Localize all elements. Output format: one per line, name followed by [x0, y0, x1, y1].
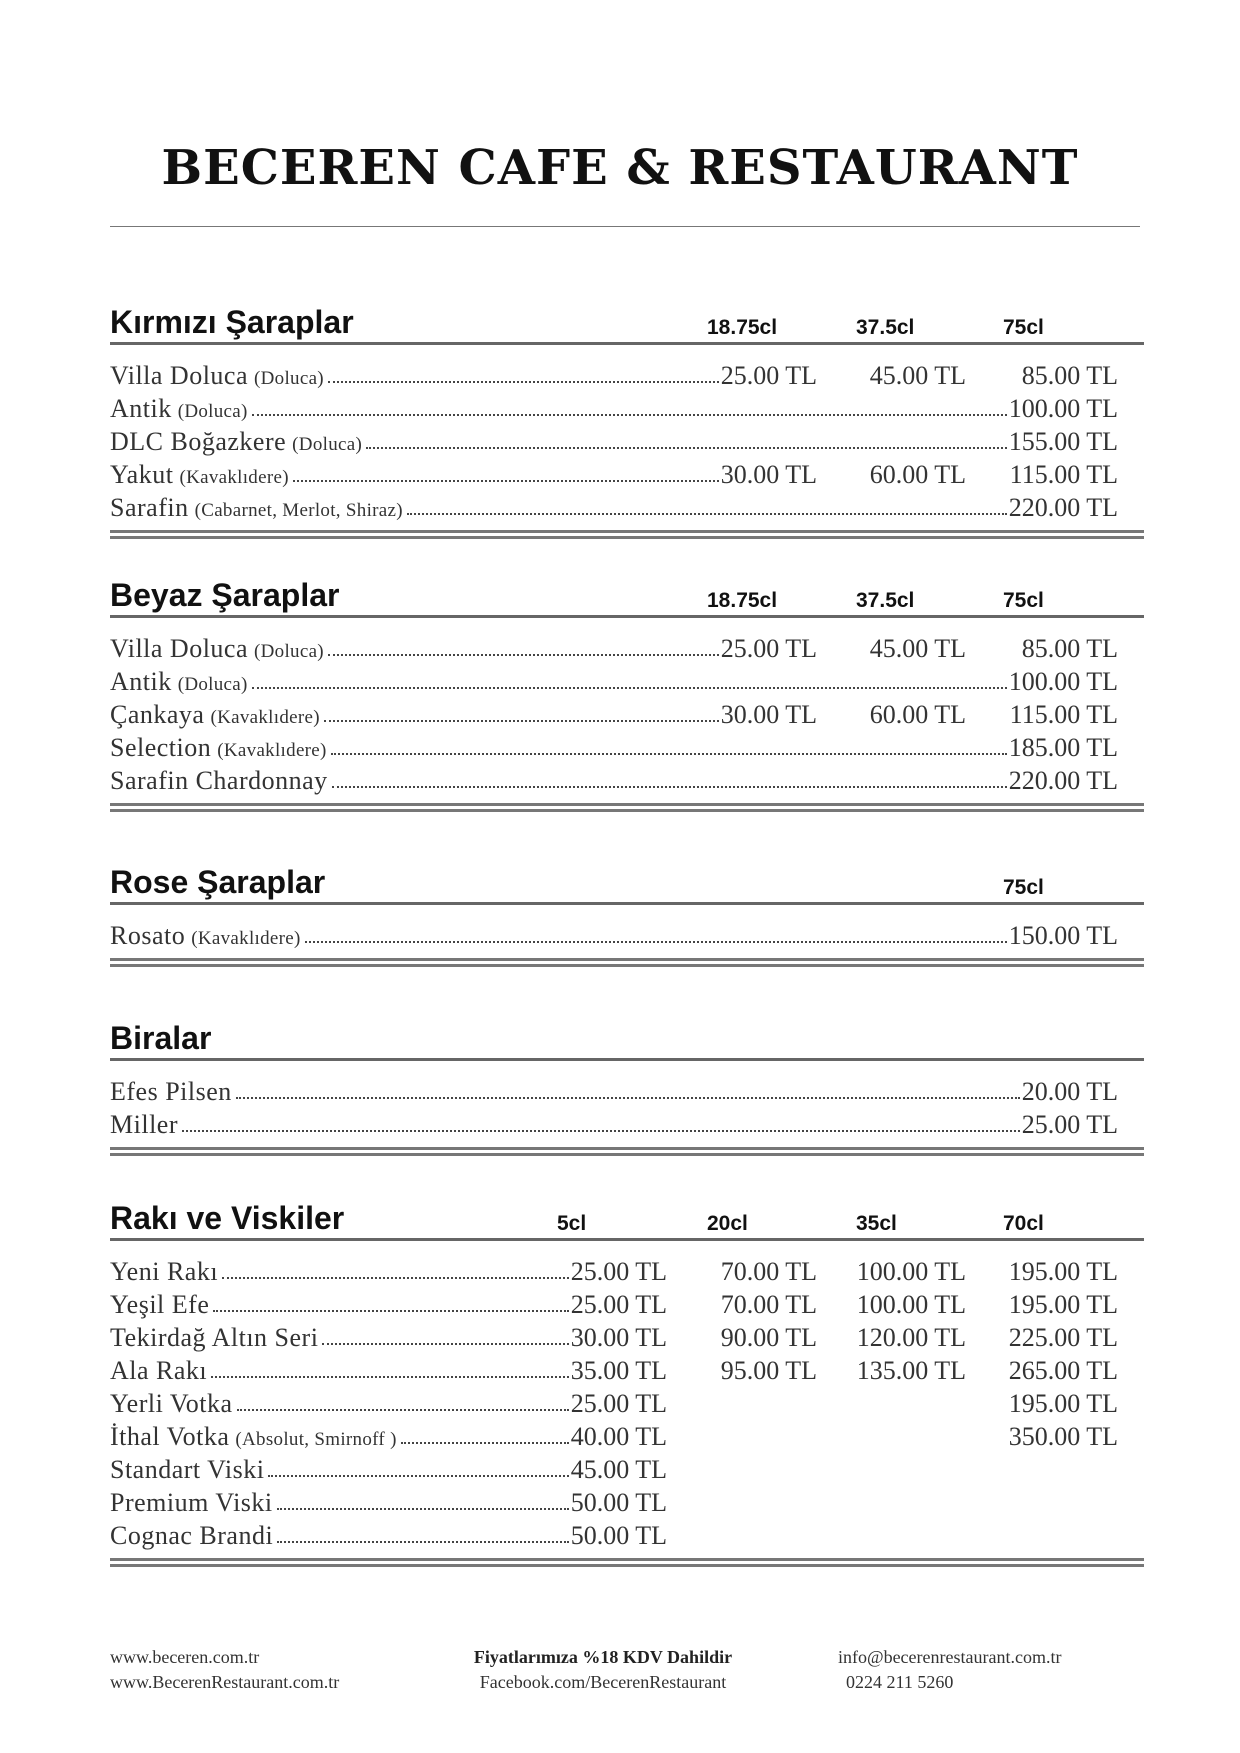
item-price: 100.00 TL: [1008, 394, 1118, 423]
menu-item: [110, 1453, 1144, 1486]
item-price: 350.00 TL: [1008, 1422, 1118, 1451]
item-list: [110, 618, 1144, 797]
item-producer: (Doluca): [292, 434, 363, 455]
menu-item: [110, 919, 1144, 952]
column-header: 20cl: [707, 1212, 748, 1235]
dotted-leader: [213, 1310, 569, 1312]
item-price: 195.00 TL: [1008, 1257, 1118, 1286]
item-list: [110, 1241, 1144, 1552]
item-label: [110, 1108, 178, 1141]
item-label: [110, 1453, 264, 1486]
item-name: Selection: [110, 733, 212, 762]
item-price: 155.00 TL: [1008, 427, 1118, 456]
item-name: Efes Pilsen: [110, 1077, 232, 1106]
item-price: 100.00 TL: [856, 1290, 966, 1319]
item-price: 265.00 TL: [1008, 1356, 1118, 1385]
item-name: Yeşil Efe: [110, 1290, 210, 1319]
item-producer: (Doluca): [177, 674, 248, 695]
item-price: 90.00 TL: [720, 1323, 817, 1352]
item-price: 70.00 TL: [720, 1257, 817, 1286]
item-label: [110, 392, 248, 428]
section-rose-wines: [110, 862, 1144, 967]
item-label: [110, 1486, 273, 1519]
item-price: 135.00 TL: [856, 1356, 966, 1385]
column-header: 5cl: [557, 1212, 587, 1235]
item-producer: (Cabarnet, Merlot, Shiraz): [194, 500, 403, 521]
dotted-leader: [328, 381, 719, 383]
dotted-leader: [237, 1409, 569, 1411]
item-producer: (Kavaklıdere): [210, 707, 320, 728]
item-producer: (Doluca): [254, 641, 324, 662]
menu-item: [110, 1108, 1144, 1141]
column-header: 37.5cl: [856, 316, 915, 339]
dotted-leader: [277, 1541, 569, 1543]
dotted-leader: [277, 1508, 569, 1510]
item-label: [110, 1387, 233, 1420]
item-name: Antik: [110, 394, 172, 423]
column-header: 70cl: [1003, 1212, 1044, 1235]
item-label: [110, 731, 327, 767]
section-double-rule: [110, 530, 1144, 539]
section-header: [110, 302, 1144, 345]
footer-phone: 0224 211 5260: [846, 1672, 954, 1692]
dotted-leader: [252, 414, 1007, 416]
section-header: [110, 575, 1144, 618]
menu-item: [110, 1420, 1144, 1453]
section-red-wines: [110, 302, 1144, 539]
menu-item: [110, 359, 1144, 392]
item-label: [110, 1321, 318, 1354]
item-price: 25.00 TL: [570, 1257, 667, 1286]
item-price: 85.00 TL: [1021, 361, 1118, 390]
item-price: 40.00 TL: [570, 1422, 667, 1451]
item-list: [110, 345, 1144, 524]
item-name: Standart Viski: [110, 1455, 265, 1484]
item-price: 225.00 TL: [1008, 1323, 1118, 1352]
item-name: Ala Rakı: [110, 1356, 208, 1385]
section-header: [110, 862, 1144, 905]
menu-item: [110, 1288, 1144, 1321]
column-header: 75cl: [1003, 316, 1044, 339]
item-list: [110, 1061, 1144, 1141]
menu-item: [110, 1486, 1144, 1519]
item-price: 25.00 TL: [720, 361, 817, 390]
item-price: 115.00 TL: [1009, 460, 1118, 489]
item-price: 25.00 TL: [720, 634, 817, 663]
item-label: [110, 359, 324, 395]
section-raki-whisky: [110, 1198, 1144, 1567]
item-price: 85.00 TL: [1021, 634, 1118, 663]
item-label: [110, 1255, 218, 1288]
item-name: Rosato: [110, 921, 186, 950]
item-name: Sarafin: [110, 493, 189, 522]
item-name: İthal Votka: [110, 1422, 230, 1451]
footer-contact: [838, 1645, 1061, 1695]
item-price: 120.00 TL: [856, 1323, 966, 1352]
item-price: 150.00 TL: [1008, 921, 1118, 950]
footer-web-1[interactable]: www.beceren.com.tr: [110, 1647, 260, 1667]
item-name: Cognac Brandi: [110, 1521, 274, 1550]
menu-item: [110, 458, 1144, 491]
footer-vat-note: Fiyatlarımıza %18 KDV Dahildir: [473, 1647, 733, 1667]
item-label: [110, 1519, 273, 1552]
column-header: 75cl: [1003, 876, 1044, 899]
item-producer: (Kavaklıdere): [191, 928, 301, 949]
item-price: 220.00 TL: [1008, 766, 1118, 795]
footer-web-2[interactable]: www.BecerenRestaurant.com.tr: [110, 1672, 340, 1692]
section-title: Kırmızı Şaraplar: [110, 304, 354, 340]
section-header: [110, 1018, 1144, 1061]
item-price: 45.00 TL: [570, 1455, 667, 1484]
item-producer: (Kavaklıdere): [217, 740, 327, 761]
section-double-rule: [110, 803, 1144, 812]
dotted-leader: [322, 1343, 569, 1345]
item-label: [110, 458, 289, 494]
menu-item: [110, 1519, 1144, 1552]
item-name: Tekirdağ Altın Seri: [110, 1323, 319, 1352]
section-title: Rose Şaraplar: [110, 864, 326, 900]
item-price: 50.00 TL: [570, 1521, 667, 1550]
menu-item: [110, 1387, 1144, 1420]
dotted-leader: [252, 687, 1007, 689]
item-name: Yerli Votka: [110, 1389, 233, 1418]
item-label: [110, 1420, 397, 1456]
column-header: 18.75cl: [707, 589, 778, 612]
menu-item: [110, 392, 1144, 425]
item-name: Sarafin Chardonnay: [110, 766, 328, 795]
item-label: [110, 425, 362, 461]
item-price: 70.00 TL: [720, 1290, 817, 1319]
item-name: Yeni Rakı: [110, 1257, 219, 1286]
section-beers: [110, 1018, 1144, 1156]
title-divider: [110, 226, 1140, 227]
menu-item: [110, 425, 1144, 458]
column-header: 75cl: [1003, 589, 1044, 612]
section-double-rule: [110, 1147, 1144, 1156]
item-price: 25.00 TL: [1021, 1110, 1118, 1139]
menu-item: [110, 665, 1144, 698]
column-header: 37.5cl: [856, 589, 915, 612]
item-name: Villa Doluca: [110, 361, 249, 390]
item-name: DLC Boğazkere: [110, 427, 287, 456]
item-price: 45.00 TL: [869, 361, 966, 390]
section-double-rule: [110, 1558, 1144, 1567]
dotted-leader: [401, 1442, 569, 1444]
item-label: [110, 764, 328, 797]
menu-item: [110, 491, 1144, 524]
item-price: 185.00 TL: [1008, 733, 1118, 762]
item-label: [110, 1288, 209, 1321]
item-name: Çankaya: [110, 700, 205, 729]
dotted-leader: [268, 1475, 569, 1477]
item-price: 115.00 TL: [1009, 700, 1118, 729]
item-price: 195.00 TL: [1008, 1389, 1118, 1418]
item-name: Miller: [110, 1110, 178, 1139]
item-price: 195.00 TL: [1008, 1290, 1118, 1319]
column-header: 35cl: [856, 1212, 897, 1235]
item-price: 95.00 TL: [720, 1356, 817, 1385]
item-producer: (Absolut, Smirnoff ): [235, 1429, 397, 1450]
section-title: Rakı ve Viskiler: [110, 1200, 345, 1236]
menu-item: [110, 1321, 1144, 1354]
menu-item: [110, 1075, 1144, 1108]
section-double-rule: [110, 958, 1144, 967]
item-label: [110, 491, 403, 527]
section-title: Beyaz Şaraplar: [110, 577, 340, 613]
dotted-leader: [222, 1277, 569, 1279]
dotted-leader: [211, 1376, 569, 1378]
item-label: [110, 632, 324, 668]
item-price: 220.00 TL: [1008, 493, 1118, 522]
item-price: 30.00 TL: [720, 700, 817, 729]
menu-item: [110, 764, 1144, 797]
menu-item: [110, 731, 1144, 764]
item-label: [110, 1354, 207, 1387]
item-price: 25.00 TL: [570, 1389, 667, 1418]
section-white-wines: [110, 575, 1144, 812]
item-price: 45.00 TL: [869, 634, 966, 663]
item-price: 30.00 TL: [570, 1323, 667, 1352]
dotted-leader: [332, 786, 1007, 788]
item-price: 30.00 TL: [720, 460, 817, 489]
item-price: 35.00 TL: [570, 1356, 667, 1385]
menu-item: [110, 1255, 1144, 1288]
dotted-leader: [305, 941, 1007, 943]
footer-websites: [110, 1645, 339, 1695]
column-header: 18.75cl: [707, 316, 778, 339]
item-price: 60.00 TL: [869, 700, 966, 729]
item-producer: (Doluca): [254, 368, 324, 389]
menu-item: [110, 632, 1144, 665]
footer-email[interactable]: info@becerenrestaurant.com.tr: [838, 1647, 1062, 1667]
item-price: 25.00 TL: [570, 1290, 667, 1319]
dotted-leader: [236, 1097, 1020, 1099]
item-label: [110, 1075, 232, 1108]
dotted-leader: [328, 654, 719, 656]
item-name: Yakut: [110, 460, 174, 489]
section-title: Biralar: [110, 1020, 212, 1056]
footer-center: [458, 1645, 748, 1695]
dotted-leader: [182, 1130, 1020, 1132]
dotted-leader: [324, 720, 719, 722]
item-price: 20.00 TL: [1021, 1077, 1118, 1106]
item-producer: (Kavaklıdere): [179, 467, 289, 488]
restaurant-title: BECEREN CAFE & RESTAURANT: [161, 140, 1079, 196]
item-price: 100.00 TL: [856, 1257, 966, 1286]
menu-item: [110, 698, 1144, 731]
dotted-leader: [366, 447, 1007, 449]
item-name: Premium Viski: [110, 1488, 273, 1517]
menu-item: [110, 1354, 1144, 1387]
item-producer: (Doluca): [177, 401, 248, 422]
footer-facebook[interactable]: Facebook.com/BecerenRestaurant: [479, 1672, 727, 1692]
section-header: [110, 1198, 1144, 1241]
item-price: 100.00 TL: [1008, 667, 1118, 696]
item-name: Antik: [110, 667, 172, 696]
item-price: 60.00 TL: [869, 460, 966, 489]
item-label: [110, 919, 301, 955]
item-name: Villa Doluca: [110, 634, 249, 663]
dotted-leader: [331, 753, 1007, 755]
item-label: [110, 698, 320, 734]
dotted-leader: [407, 513, 1007, 515]
item-label: [110, 665, 248, 701]
item-price: 50.00 TL: [570, 1488, 667, 1517]
dotted-leader: [293, 480, 719, 482]
item-list: [110, 905, 1144, 952]
